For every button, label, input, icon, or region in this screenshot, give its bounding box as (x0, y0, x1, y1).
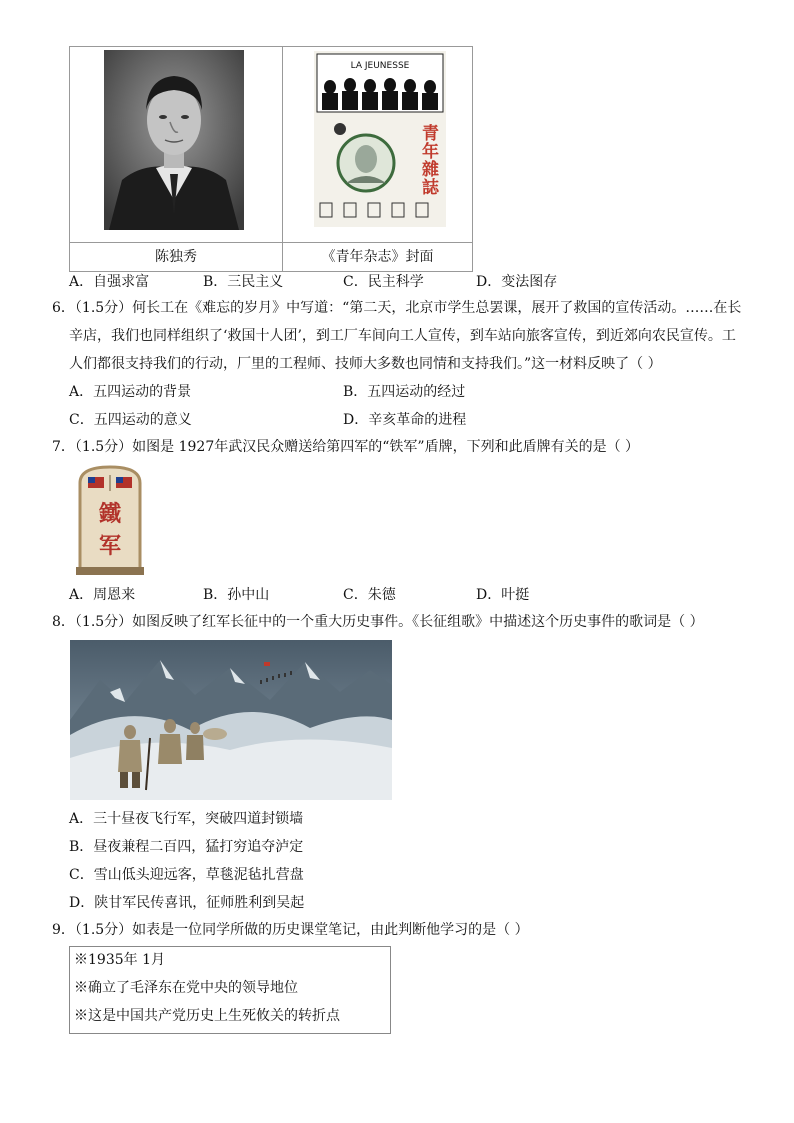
table-column-divider (282, 47, 283, 271)
magazine-latin-title: LA JEUNESSE (350, 61, 410, 71)
q9-text-line1: 9．（1.5分）如表是一位同学所做的历史课堂笔记，由此判断他学习的是（ ） (52, 922, 529, 938)
svg-text:鐵: 鐵 (99, 501, 122, 527)
q8-option-a[interactable]: A．三十昼夜飞行军，突破四道封锁墙 (69, 811, 304, 827)
q8-text-line1: 8．（1.5分）如图反映了红军长征中的一个重大历史事件。《长征组歌》中描述这个历史事件的歌词是（ ） (52, 614, 704, 630)
caption-left: 陈独秀 (155, 249, 197, 265)
svg-text:誌: 誌 (422, 178, 439, 198)
q7-option-a[interactable]: A．周恩来 (69, 587, 136, 603)
q9-note-3: ※这是中国共产党历史上生死攸关的转折点 (74, 1008, 340, 1024)
q7-text-line1: 7．（1.5分）如图是 1927年武汉民众赠送给第四军的“铁军”盾牌，下列和此盾牌有关的是（ ） (52, 439, 640, 455)
q6-option-b[interactable]: B．五四运动的经过 (343, 384, 466, 400)
q8-option-b[interactable]: B．昼夜兼程二百四，猛打穷追夺泸定 (69, 839, 304, 855)
svg-text:雜: 雜 (422, 160, 439, 180)
snow-mountain-diorama-image (70, 640, 392, 800)
q5-option-b[interactable]: B．三民主义 (203, 274, 284, 290)
q9-notes-box (69, 946, 391, 1034)
q8-option-d[interactable]: D．陕甘军民传喜讯，征师胜利到吴起 (69, 895, 305, 911)
q6-text-line1: 6．（1.5分）何长工在《难忘的岁月》中写道：“第二天，北京市学生总罢课，展开了救国的宣传活动。……在长 (52, 300, 742, 316)
q6-text-line3: 人们都很支持我们的行动，厂里的工程师、技师大多数也同情和支持我们。”这一材料反映了（ ） (69, 356, 662, 372)
q7-option-d[interactable]: D．叶挺 (476, 587, 530, 603)
caption-right: 《青年杂志》封面 (321, 249, 434, 265)
svg-text:年: 年 (422, 142, 439, 162)
q5-option-c[interactable]: C．民主科学 (343, 274, 424, 290)
magazine-cover-image (314, 51, 446, 227)
q9-note-1: ※1935年 1月 (74, 952, 165, 968)
q5-option-d[interactable]: D．变法图存 (476, 274, 558, 290)
svg-text:军: 军 (99, 533, 122, 559)
q9-note-2: ※确立了毛泽东在党中央的领导地位 (74, 980, 298, 996)
q7-option-b[interactable]: B．孙中山 (203, 587, 270, 603)
q8-option-c[interactable]: C．雪山低头迎远客，草毯泥毡扎营盘 (69, 867, 304, 883)
q6-text-line2: 辛店，我们也同样组织了‘救国十人团’，到工厂车间向工人宣传，到车站向旅客宣传，到近郊向农民宣传。工 (69, 328, 736, 344)
q6-option-d[interactable]: D．辛亥革命的进程 (343, 412, 467, 428)
q7-option-c[interactable]: C．朱德 (343, 587, 396, 603)
q6-option-c[interactable]: C．五四运动的意义 (69, 412, 192, 428)
q5-option-a[interactable]: A．自强求富 (69, 274, 150, 290)
figure-table (69, 46, 473, 272)
q6-option-a[interactable]: A．五四运动的背景 (69, 384, 192, 400)
iron-army-shield-image (72, 463, 148, 577)
portrait-photo (104, 50, 244, 230)
svg-text:青: 青 (422, 124, 439, 144)
